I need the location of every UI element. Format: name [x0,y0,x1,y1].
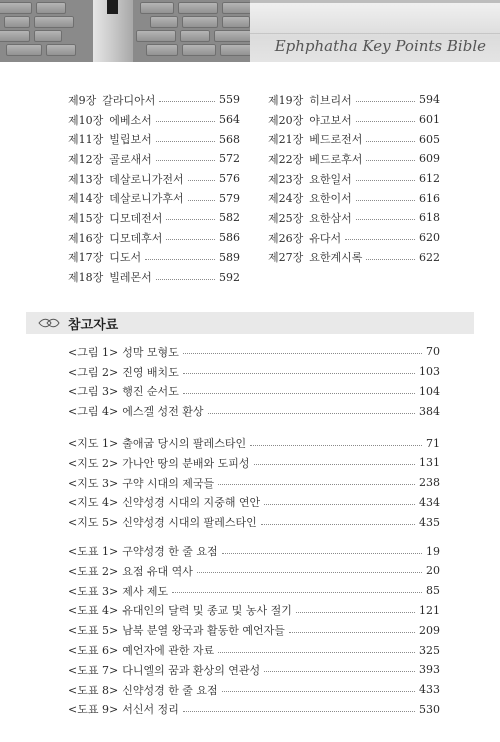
dot-leader [166,238,215,240]
page-number: 530 [419,702,440,716]
dot-leader [356,218,415,220]
chapter-title: 히브리서 [309,93,352,107]
reference-group [68,433,440,532]
page-number: 601 [419,113,440,127]
reference-title: 유대인의 달력 및 종교 및 농사 절기 [122,604,292,618]
dot-leader [145,258,215,260]
page-number: 594 [419,93,440,107]
reference-title: 출애굽 당시의 팔레스타인 [122,437,247,451]
dot-leader [156,159,215,161]
dot-leader [183,710,415,712]
page-number: 433 [419,683,440,697]
toc-entry[interactable] [68,208,240,228]
reference-entry[interactable] [68,680,440,700]
page-number: 605 [419,132,440,146]
dot-leader [156,278,215,280]
reference-label: <도표 3> [68,584,119,598]
page-number: 70 [426,345,440,359]
reference-title: 요점 유대 역사 [122,564,193,578]
reference-title: 성막 모형도 [122,345,179,359]
page-number: 616 [419,191,440,205]
page-number: 71 [426,436,440,450]
dot-leader [156,140,215,142]
reference-title: 신약성경 한 줄 요점 [122,683,218,697]
reference-entry[interactable] [68,601,440,621]
chapter-title: 디도서 [109,251,142,265]
toc-entry[interactable] [68,110,240,130]
page-number: 85 [426,584,440,598]
toc-entry[interactable] [268,149,440,169]
toc-entry[interactable] [268,90,440,110]
chapter-number: 제16장 [68,231,104,245]
reference-label: <지도 4> [68,496,119,510]
dot-leader [183,392,415,394]
reference-label: <도표 5> [68,624,119,638]
chapter-number: 제22장 [268,152,304,166]
chapter-title: 요한계시록 [309,251,363,265]
chapter-number: 제12장 [68,152,104,166]
page-number: 618 [419,211,440,225]
page-number: 568 [219,132,240,146]
page-number: 434 [419,495,440,509]
page-number: 586 [219,231,240,245]
chapter-title: 빌레몬서 [109,271,152,285]
reference-title: 서신서 정리 [122,703,179,717]
dot-leader [356,199,415,201]
chapter-number: 제17장 [68,251,104,265]
toc-entry[interactable] [268,110,440,130]
toc-entry[interactable] [68,267,240,287]
reference-entry[interactable] [68,620,440,640]
chapter-title: 유다서 [309,231,342,245]
toc-entry[interactable] [68,228,240,248]
page-number: 19 [426,544,440,558]
dot-leader [183,352,422,354]
chapter-number: 제10장 [68,113,104,127]
page-number: 620 [419,231,440,245]
reference-label: <도표 4> [68,604,119,618]
reference-entry[interactable] [68,433,440,453]
reference-label: <도표 9> [68,703,119,717]
dot-leader [356,100,415,102]
page-number: 576 [219,172,240,186]
chapter-title: 빌립보서 [109,133,152,147]
reference-entry[interactable] [68,660,440,680]
page-number: 622 [419,250,440,264]
reference-entry[interactable] [68,401,440,421]
page-number: 579 [219,191,240,205]
reference-entry[interactable] [68,362,440,382]
chapter-number: 제26장 [268,231,304,245]
page-number: 238 [419,476,440,490]
chapter-title: 골로새서 [109,152,152,166]
toc-entry[interactable] [68,169,240,189]
dot-leader [356,179,415,181]
dot-leader [222,552,422,554]
dot-leader [156,120,215,122]
reference-label: <그림 2> [68,365,119,379]
toc-entry[interactable] [268,188,440,208]
book-title: Ephphatha Key Points Bible [274,37,486,55]
dot-leader [222,690,415,692]
chapter-title: 야고보서 [309,113,352,127]
reference-list [68,342,440,728]
stone-wall-image [0,0,250,62]
dot-leader [166,218,215,220]
leaf-ornament-icon [38,317,60,329]
chapter-title: 데살로니가전서 [109,172,184,186]
chapter-title: 베드로전서 [309,133,363,147]
reference-entry[interactable] [68,640,440,660]
reference-title: 예언자에 관한 자료 [122,644,215,658]
dot-leader [218,651,415,653]
reference-entry[interactable] [68,561,440,581]
chapter-number: 제13장 [68,172,104,186]
chapter-title: 요한삼서 [309,211,352,225]
reference-title: 가나안 땅의 분배와 도피성 [122,456,250,470]
reference-title: 신약성경 시대의 팔레스타인 [122,516,257,530]
chapter-number: 제18장 [68,271,104,285]
page-number: 435 [419,515,440,529]
chapter-number: 제15장 [68,211,104,225]
chapter-title: 데살로니가후서 [109,192,184,206]
reference-entry[interactable] [68,453,440,473]
toc-entry[interactable] [68,248,240,268]
dot-leader [296,611,415,613]
dot-leader [159,100,215,102]
page-number: 559 [219,93,240,107]
dot-leader [188,179,215,181]
chapter-title: 요한일서 [309,172,352,186]
page-number: 325 [419,643,440,657]
section-title: 참고자료 [68,317,119,333]
chapter-number: 제21장 [268,133,304,147]
page-number: 612 [419,172,440,186]
toc-entry[interactable] [268,129,440,149]
reference-title: 진영 배치도 [122,365,179,379]
dot-leader [172,591,422,593]
page-number: 609 [419,152,440,166]
dot-leader [366,258,415,260]
page-number: 121 [419,603,440,617]
reference-label: <그림 4> [68,405,119,419]
dot-leader [345,238,415,240]
chapter-number: 제11장 [68,133,104,147]
chapter-list-right [268,90,440,267]
chapter-title: 디모데전서 [109,211,163,225]
reference-title: 행진 순서도 [122,385,179,399]
toc-entry[interactable] [68,188,240,208]
dot-leader [197,571,422,573]
reference-label: <도표 6> [68,644,119,658]
dot-leader [218,483,415,485]
reference-entry[interactable] [68,342,440,362]
reference-label: <그림 1> [68,345,119,359]
header-title-panel [250,0,500,62]
page-number: 589 [219,250,240,264]
page-number: 564 [219,113,240,127]
chapter-title: 에베소서 [109,113,152,127]
reference-title: 다니엘의 꿈과 환상의 연관성 [122,663,261,677]
reference-label: <지도 5> [68,516,119,530]
chapter-list-left [68,90,240,287]
reference-label: <지도 1> [68,437,119,451]
dot-leader [261,523,415,525]
page-header [0,0,500,62]
dot-leader [188,199,215,201]
reference-label: <지도 2> [68,456,119,470]
dot-leader [289,631,415,633]
page-number: 572 [219,152,240,166]
page-number: 131 [419,456,440,470]
section-header [26,312,474,334]
dot-leader [264,503,415,505]
reference-group [68,541,440,719]
reference-entry[interactable] [68,473,440,493]
reference-title: 구약 시대의 제국들 [122,476,215,490]
reference-label: <도표 2> [68,564,119,578]
reference-title: 신약성경 시대의 지중해 연안 [122,496,261,510]
toc-entry[interactable] [268,248,440,268]
dot-leader [356,120,415,122]
dot-leader [254,463,415,465]
reference-label: <지도 3> [68,476,119,490]
page-number: 384 [419,404,440,418]
reference-entry[interactable] [68,700,440,720]
reference-entry[interactable] [68,541,440,561]
reference-entry[interactable] [68,382,440,402]
dot-leader [208,412,415,414]
reference-label: <도표 1> [68,545,119,559]
chapter-number: 제20장 [268,113,304,127]
toc-entry[interactable] [268,228,440,248]
page-number: 582 [219,211,240,225]
chapter-title: 요한이서 [309,192,352,206]
dot-leader [264,670,415,672]
chapter-title: 디모데후서 [109,231,163,245]
toc-entry[interactable] [268,208,440,228]
dot-leader [366,140,415,142]
dot-leader [250,444,422,446]
toc-entry[interactable] [68,149,240,169]
page-number: 103 [419,365,440,379]
reference-group [68,342,440,421]
reference-entry[interactable] [68,581,440,601]
chapter-number: 제23장 [268,172,304,186]
reference-label: <도표 7> [68,663,119,677]
chapter-number: 제9장 [68,93,97,107]
page-number: 209 [419,623,440,637]
chapter-number: 제25장 [268,211,304,225]
reference-title: 남북 분열 왕국과 활동한 예언자들 [122,624,285,638]
reference-title: 에스겔 성전 환상 [122,405,204,419]
reference-title: 제사 제도 [122,584,169,598]
page-number: 393 [419,663,440,677]
chapter-title: 베드로후서 [309,152,363,166]
reference-label: <도표 8> [68,683,119,697]
toc-entry[interactable] [68,129,240,149]
reference-title: 구약성경 한 줄 요점 [122,545,218,559]
toc-entry[interactable] [268,169,440,189]
dot-leader [183,372,415,374]
chapter-number: 제19장 [268,93,304,107]
reference-entry[interactable] [68,512,440,532]
reference-entry[interactable] [68,493,440,513]
chapter-number: 제14장 [68,192,104,206]
page-number: 104 [419,384,440,398]
reference-label: <그림 3> [68,385,119,399]
chapter-number: 제27장 [268,251,304,265]
toc-entry[interactable] [68,90,240,110]
page-number: 20 [426,564,440,578]
page-number: 592 [219,270,240,284]
dot-leader [366,159,415,161]
chapter-title: 갈라디아서 [102,93,156,107]
chapter-number: 제24장 [268,192,304,206]
